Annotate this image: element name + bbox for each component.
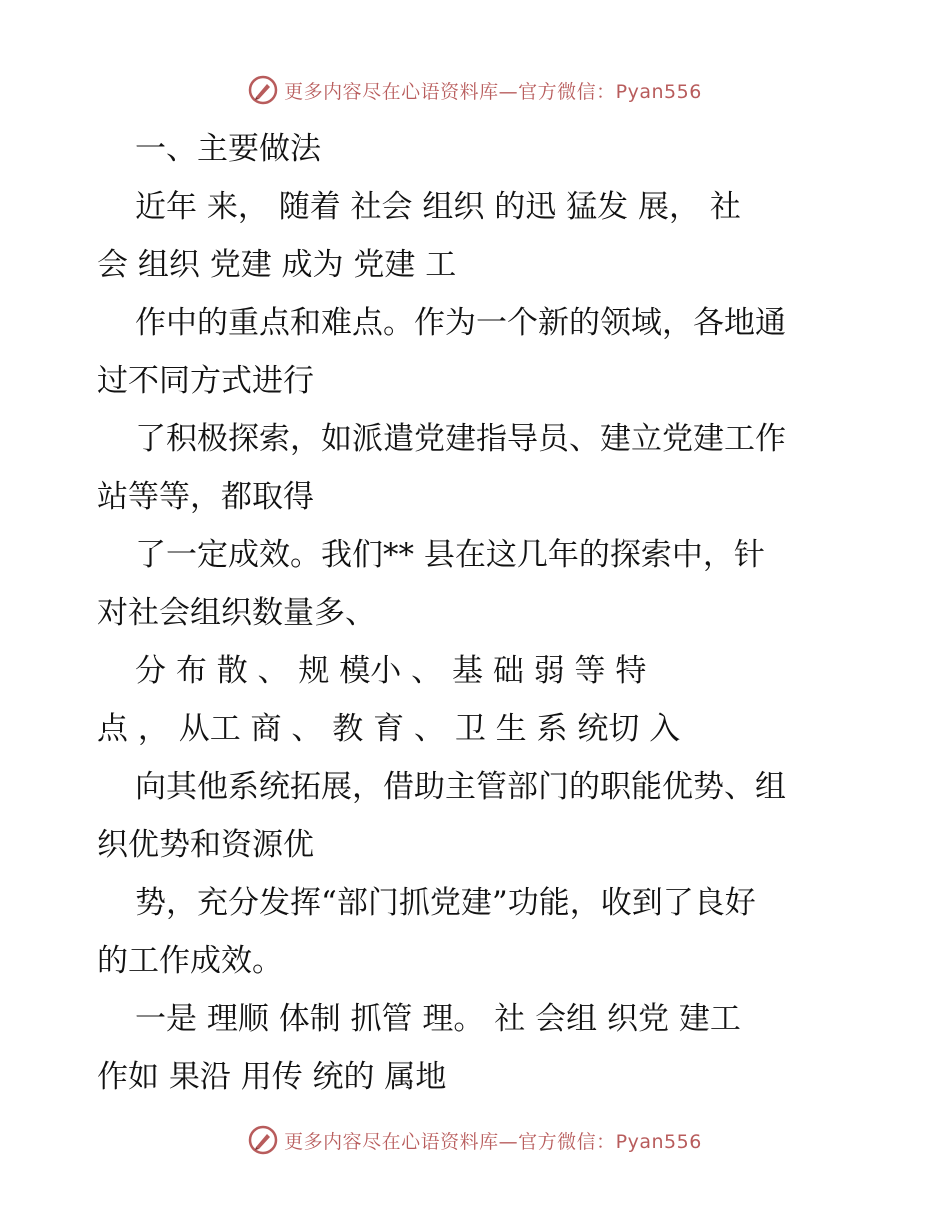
doc-line: 向其他系统拓展，借助主管部门的职能优势、组 [135, 769, 786, 805]
doc-line: 对社会组织数量多、 [97, 595, 376, 631]
doc-line: 的工作成效。 [97, 943, 283, 979]
doc-line: 作如 果沿 用传 统的 属地 [97, 1059, 447, 1095]
watermark-text: 更多内容尽在心语资料库—官方微信：Pyan556 [284, 1130, 702, 1153]
doc-line: 会 组织 党建 成为 党建 工 [97, 247, 457, 283]
footer-watermark [0, 1120, 950, 1160]
header-watermark [0, 70, 950, 110]
doc-line: 分 布 散 、 规 模小 、 基 础 弱 等 特 [135, 653, 647, 689]
doc-line: 过不同方式进行 [97, 363, 314, 399]
doc-line: 了一定成效。我们** 县在这几年的探索中，针 [135, 537, 765, 573]
doc-line: 作中的重点和难点。作为一个新的领域，各地通 [135, 305, 786, 341]
doc-line: 站等等，都取得 [97, 479, 314, 515]
doc-line: 近年 来， 随着 社会 组织 的迅 猛发 展， 社 [135, 189, 741, 225]
document-body [97, 120, 857, 1106]
doc-line: 点 ， 从工 商 、 教 育 、 卫 生 系 统切 入 [97, 711, 681, 747]
pen-logo-icon [248, 75, 278, 105]
doc-line: 一是 理顺 体制 抓管 理。 社 会组 织党 建工 [135, 1001, 741, 1037]
watermark-text: 更多内容尽在心语资料库—官方微信：Pyan556 [284, 80, 702, 103]
pen-logo-icon [248, 1125, 278, 1155]
doc-line: 织优势和资源优 [97, 827, 314, 863]
doc-line: 了积极探索，如派遣党建指导员、建立党建工作 [135, 421, 786, 457]
doc-line: 一、主要做法 [135, 131, 321, 167]
doc-line: 势，充分发挥“部门抓党建”功能，收到了良好 [135, 885, 756, 921]
